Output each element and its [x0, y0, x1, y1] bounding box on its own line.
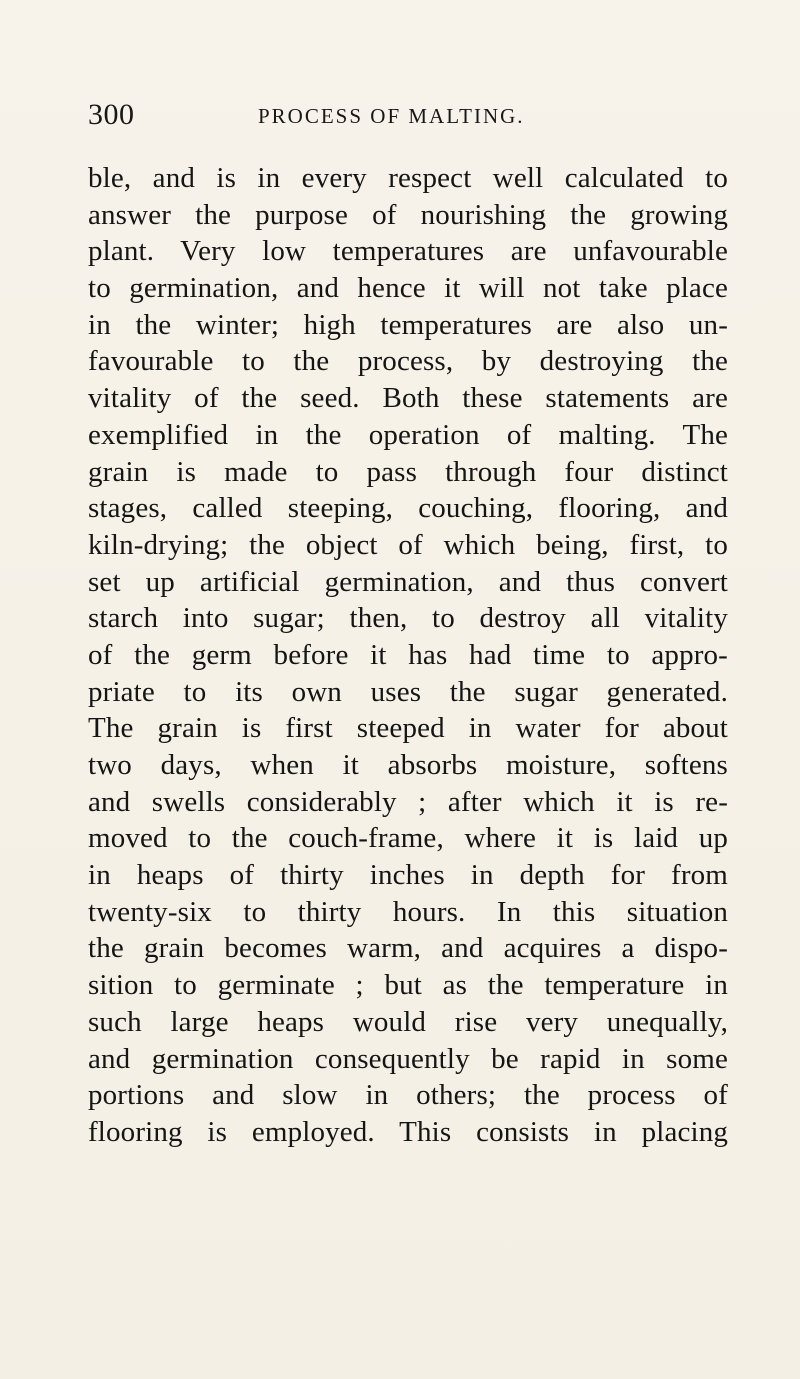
text-line: exemplified in the operation of malting. The	[88, 418, 728, 451]
text-line: to germination, and hence it will not take place	[88, 272, 728, 305]
text-line: sition to germinate ; but as the temperature in	[88, 969, 728, 1002]
text-line: plant. Very low temperatures are unfavourable	[88, 235, 728, 268]
text-line: The grain is first steeped in water for about	[88, 712, 728, 745]
text-line: flooring is employed. This consists in placing	[88, 1115, 728, 1148]
text-line: moved to the couch-frame, where it is laid up	[88, 822, 728, 855]
body-text	[88, 160, 728, 1151]
text-line: ble, and is in every respect well calculated to	[88, 162, 728, 194]
text-line: twenty-six to thirty hours. In this situation	[88, 895, 728, 928]
text-line: in heaps of thirty inches in depth for from	[88, 859, 728, 892]
text-line: and swells considerably ; after which it is re-	[88, 785, 728, 818]
text-line: starch into sugar; then, to destroy all vitality	[88, 602, 728, 635]
page-number: 300	[88, 98, 135, 131]
text-line: of the germ before it has had time to appro-	[88, 638, 728, 671]
text-line: in the winter; high temperatures are also un-	[88, 308, 728, 341]
running-title: PROCESS OF MALTING.	[258, 104, 525, 128]
text-line: and germination consequently be rapid in some	[88, 1042, 728, 1075]
text-line: priate to its own uses the sugar generated.	[88, 675, 728, 708]
text-line: answer the purpose of nourishing the growing	[88, 198, 728, 231]
text-line: vitality of the seed. Both these statements are	[88, 382, 728, 415]
text-line: portions and slow in others; the process of	[88, 1079, 728, 1112]
page-header	[88, 95, 768, 135]
text-line: favourable to the process, by destroying the	[88, 345, 728, 378]
text-line: set up artificial germination, and thus convert	[88, 565, 728, 598]
text-line: such large heaps would rise very unequally,	[88, 1005, 728, 1038]
text-line: the grain becomes warm, and acquires a dispo-	[88, 932, 728, 965]
text-line: kiln-drying; the object of which being, first, to	[88, 528, 728, 561]
text-line: stages, called steeping, couching, flooring, and	[88, 492, 728, 525]
text-line: grain is made to pass through four distinct	[88, 455, 728, 488]
text-line: two days, when it absorbs moisture, softens	[88, 749, 728, 781]
